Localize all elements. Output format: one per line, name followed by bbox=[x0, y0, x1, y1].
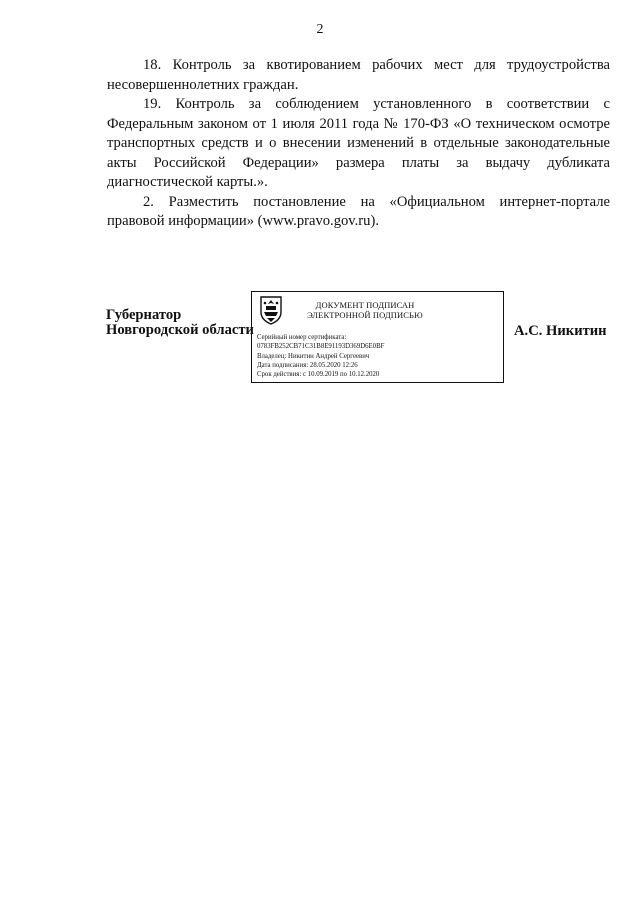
page-number: 2 bbox=[316, 22, 324, 37]
stamp-serial-label: Серийный номер сертификата: bbox=[257, 334, 347, 341]
stamp-title bbox=[290, 300, 440, 320]
signatory-position-line1: Губернатор bbox=[106, 307, 182, 323]
electronic-signature-stamp bbox=[251, 291, 504, 383]
paragraph-item-19: 19. Контроль за соблюдением установленного в соответствии с Федеральным законом от 1 июля 2011 года № 170-ФЗ «О техническом осмотре транспортных средств и о внесении изменений в отдельные законодательные акты Российской Федерации» размера платы за выдачу дубликата диагностической карты.». bbox=[107, 96, 610, 190]
paragraph-item-18: 18. Контроль за квотированием рабочих мест для трудоустройства несовершеннолетних граждан. bbox=[107, 57, 610, 93]
stamp-title-line2: ЭЛЕКТРОННОЙ ПОДПИСЬЮ bbox=[307, 310, 423, 320]
signatory-position bbox=[106, 308, 254, 338]
paragraph-publication: 2. Разместить постановление на «Официальном интернет-портале правовой информации» (www.pravo.gov.ru). bbox=[107, 193, 610, 229]
coat-of-arms-icon bbox=[258, 295, 284, 325]
stamp-serial-value: 0783FB252CB71C31B8E91193D369D6E0BF bbox=[257, 343, 385, 351]
stamp-signed-date: Дата подписания: 28.05.2020 12:26 bbox=[257, 361, 358, 369]
signatory-position-line2: Новгородской области bbox=[106, 322, 254, 338]
signatory-name: А.С. Никитин bbox=[514, 323, 607, 339]
stamp-validity: Срок действия: с 10.09.2019 по 10.12.2020 bbox=[257, 371, 380, 379]
stamp-owner: Владелец: Никитин Андрей Сергеевич bbox=[257, 352, 370, 360]
stamp-title-line1: ДОКУМЕНТ ПОДПИСАН bbox=[315, 300, 415, 310]
document-body bbox=[107, 56, 610, 232]
stamp-details bbox=[257, 333, 384, 379]
